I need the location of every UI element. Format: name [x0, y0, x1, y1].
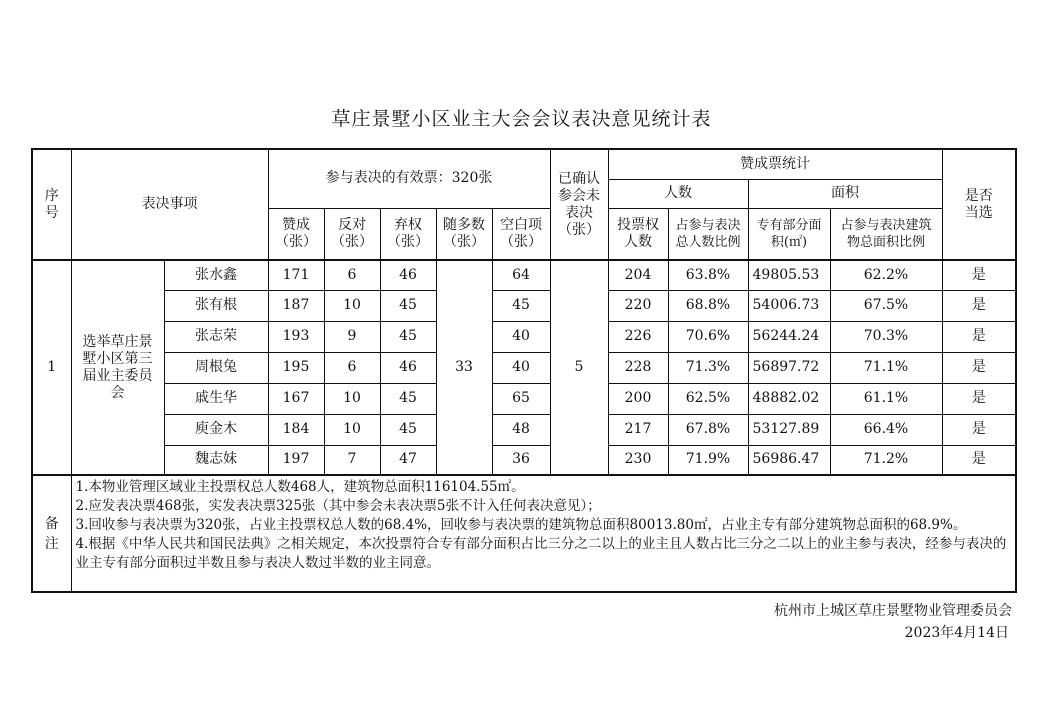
blank-cell: 65: [492, 383, 550, 414]
blank-cell: 64: [492, 260, 550, 290]
area-ratio-cell: 71.2%: [830, 445, 942, 475]
candidate-name: 戚生华: [164, 383, 268, 414]
area-cell: 56244.24: [748, 321, 830, 352]
col-abstain: 弃权（张）: [380, 208, 436, 260]
blank-cell: 40: [492, 321, 550, 352]
item-matter: 选举草庄景墅小区第三届业主委员会: [71, 260, 164, 475]
vote-people-cell: 220: [608, 290, 668, 321]
people-ratio-cell: 68.8%: [668, 290, 748, 321]
header-area: 面积: [748, 179, 942, 208]
notes-label: [32, 475, 71, 592]
vote-people-cell: 228: [608, 352, 668, 383]
elected-cell: 是: [942, 352, 1016, 383]
col-majority: 随多数（张）: [436, 208, 492, 260]
candidate-name: 张志荣: [164, 321, 268, 352]
vote-people-cell: 200: [608, 383, 668, 414]
area-cell: 54006.73: [748, 290, 830, 321]
elected-cell: 是: [942, 260, 1016, 290]
approve-cell: 197: [268, 445, 324, 475]
oppose-cell: 10: [324, 414, 380, 445]
people-ratio-cell: 63.8%: [668, 260, 748, 290]
elected-cell: 是: [942, 321, 1016, 352]
area-cell: 53127.89: [748, 414, 830, 445]
approve-cell: 195: [268, 352, 324, 383]
vote-statistics-table: [31, 148, 1017, 593]
blank-cell: 45: [492, 290, 550, 321]
page-title: 草庄景墅小区业主大会会议表决意见统计表: [331, 108, 712, 130]
col-oppose: 反对（张）: [324, 208, 380, 260]
elected-cell: 是: [942, 290, 1016, 321]
candidate-name: 周根兔: [164, 352, 268, 383]
candidate-name: 张水鑫: [164, 260, 268, 290]
note-item: 2.应发表决票468张，实发表决票325张（其中参会未表决票5张不计入任何表决意见）；: [75, 498, 601, 514]
elected-cell: 是: [942, 445, 1016, 475]
abstain-cell: 47: [380, 445, 436, 475]
candidate-name: 张有根: [164, 290, 268, 321]
header-seq: 序号: [32, 149, 71, 260]
col-area-ratio: 占参与表决建筑物总面积比例: [830, 208, 942, 260]
note-item: 4.根据《中华人民共和国民法典》之相关规定，本次投票符合专有部分面积占比三分之二以上的业主且人数占比三分之二以上的业主参与表决，经参与表决的业主专有部分面积过半数且参与表决人数过半数的业主同意。: [75, 536, 1007, 571]
oppose-cell: 7: [324, 445, 380, 475]
header-valid-votes: 参与表决的有效票：320张: [268, 149, 550, 208]
people-ratio-cell: 71.3%: [668, 352, 748, 383]
header-elected: 是否当选: [942, 149, 1016, 260]
item-seq: 1: [32, 260, 71, 475]
approve-cell: 187: [268, 290, 324, 321]
vote-people-cell: 226: [608, 321, 668, 352]
col-area-value: 专有部分面积(㎡): [748, 208, 830, 260]
area-ratio-cell: 67.5%: [830, 290, 942, 321]
notes-content: [71, 475, 1016, 592]
approve-cell: 184: [268, 414, 324, 445]
elected-cell: 是: [942, 383, 1016, 414]
elected-cell: 是: [942, 414, 1016, 445]
footer-organization: 杭州市上城区草庄景墅物业管理委员会: [774, 603, 1012, 619]
area-cell: 56986.47: [748, 445, 830, 475]
abstain-cell: 45: [380, 414, 436, 445]
note-item: 1.本物业管理区域业主投票权总人数468人，建筑物总面积116104.55㎡。: [75, 479, 525, 495]
vote-people-cell: 230: [608, 445, 668, 475]
header-confirmed-absent: 已确认参会未表决（张）: [550, 149, 608, 260]
area-ratio-cell: 62.2%: [830, 260, 942, 290]
vote-people-cell: 217: [608, 414, 668, 445]
majority-cell: 33: [436, 260, 492, 475]
area-ratio-cell: 70.3%: [830, 321, 942, 352]
col-vote-people: 投票权人数: [608, 208, 668, 260]
area-cell: 56897.72: [748, 352, 830, 383]
people-ratio-cell: 71.9%: [668, 445, 748, 475]
area-cell: 48882.02: [748, 383, 830, 414]
approve-cell: 171: [268, 260, 324, 290]
oppose-cell: 6: [324, 352, 380, 383]
oppose-cell: 6: [324, 260, 380, 290]
vote-people-cell: 204: [608, 260, 668, 290]
col-people-ratio: 占参与表决总人数比例: [668, 208, 748, 260]
abstain-cell: 45: [380, 383, 436, 414]
notes-label-text: 备注: [44, 515, 59, 552]
abstain-cell: 46: [380, 352, 436, 383]
abstain-cell: 46: [380, 260, 436, 290]
blank-cell: 48: [492, 414, 550, 445]
oppose-cell: 10: [324, 290, 380, 321]
area-ratio-cell: 71.1%: [830, 352, 942, 383]
candidate-name: 魏志妹: [164, 445, 268, 475]
note-item: 3.回收参与表决票为320张，占业主投票权总人数的68.4%，回收参与表决票的建筑物总面积80013.80㎡，占业主专有部分建筑物总面积的68.9%。: [75, 517, 967, 533]
people-ratio-cell: 70.6%: [668, 321, 748, 352]
people-ratio-cell: 62.5%: [668, 383, 748, 414]
people-ratio-cell: 67.8%: [668, 414, 748, 445]
blank-cell: 36: [492, 445, 550, 475]
confirmed-absent-cell: 5: [550, 260, 608, 475]
col-blank: 空白项（张）: [492, 208, 550, 260]
header-people: 人数: [608, 179, 748, 208]
oppose-cell: 9: [324, 321, 380, 352]
candidate-name: 庾金木: [164, 414, 268, 445]
area-ratio-cell: 61.1%: [830, 383, 942, 414]
header-approve-stats: 赞成票统计: [608, 149, 942, 179]
oppose-cell: 10: [324, 383, 380, 414]
approve-cell: 167: [268, 383, 324, 414]
col-approve: 赞成（张）: [268, 208, 324, 260]
area-cell: 49805.53: [748, 260, 830, 290]
approve-cell: 193: [268, 321, 324, 352]
blank-cell: 40: [492, 352, 550, 383]
header-matter: 表决事项: [71, 149, 268, 260]
area-ratio-cell: 66.4%: [830, 414, 942, 445]
footer-date: 2023年4月14日: [904, 625, 1009, 641]
abstain-cell: 45: [380, 321, 436, 352]
abstain-cell: 45: [380, 290, 436, 321]
